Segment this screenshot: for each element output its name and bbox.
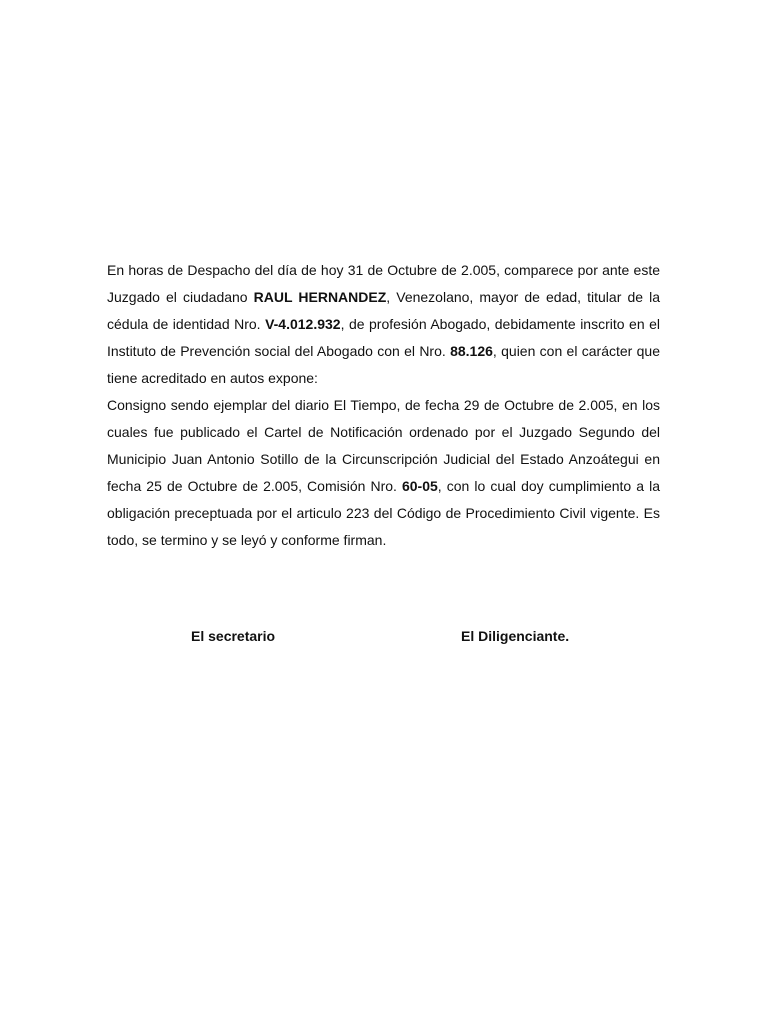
commission-number: 60-05 bbox=[401, 478, 438, 494]
id-number: V-4.012.932 bbox=[265, 316, 341, 332]
appearing-name: RAUL HERNANDEZ bbox=[253, 289, 387, 305]
signature-secretary: El secretario bbox=[191, 628, 276, 644]
document-body bbox=[107, 257, 660, 554]
paragraph-text: , de profesión Abogado, debidamente inscrito en el Instituto de Prevención social del Abogado con el Nro. bbox=[107, 316, 660, 359]
paragraph-text: , quien con el carácter que tiene acreditado en autos expone: bbox=[107, 343, 661, 386]
paragraph-text: , Venezolano, mayor de edad, titular de la cédula de identidad Nro. bbox=[107, 289, 660, 332]
paragraph-text: Consigno sendo ejemplar del diario El Tiempo, de fecha 29 de Octubre de 2.005, en los cuales fue publicado el Cartel de Notificación ordenado por el Juzgado Segundo del Municipio Juan Antonio Sotillo de la Circunscripción Judicial del Estado Anzoátegui en fecha 25 de Octubre de 2.005, Comisión Nro. bbox=[107, 397, 660, 494]
paragraph-text: En horas de Despacho del día de hoy 31 de Octubre de 2.005, comparece por ante este Juzgado el ciudadano bbox=[107, 262, 660, 305]
signature-diligenciante: El Diligenciante. bbox=[461, 628, 570, 644]
paragraph-statement bbox=[107, 392, 660, 554]
paragraph-text: , con lo cual doy cumplimiento a la obligación preceptuada por el articulo 223 del Código de Procedimiento Civil vigente. Es todo, se termino y se leyó y conforme firman. bbox=[107, 478, 660, 548]
paragraph-appearance bbox=[107, 257, 660, 392]
inpre-number: 88.126 bbox=[450, 343, 493, 359]
